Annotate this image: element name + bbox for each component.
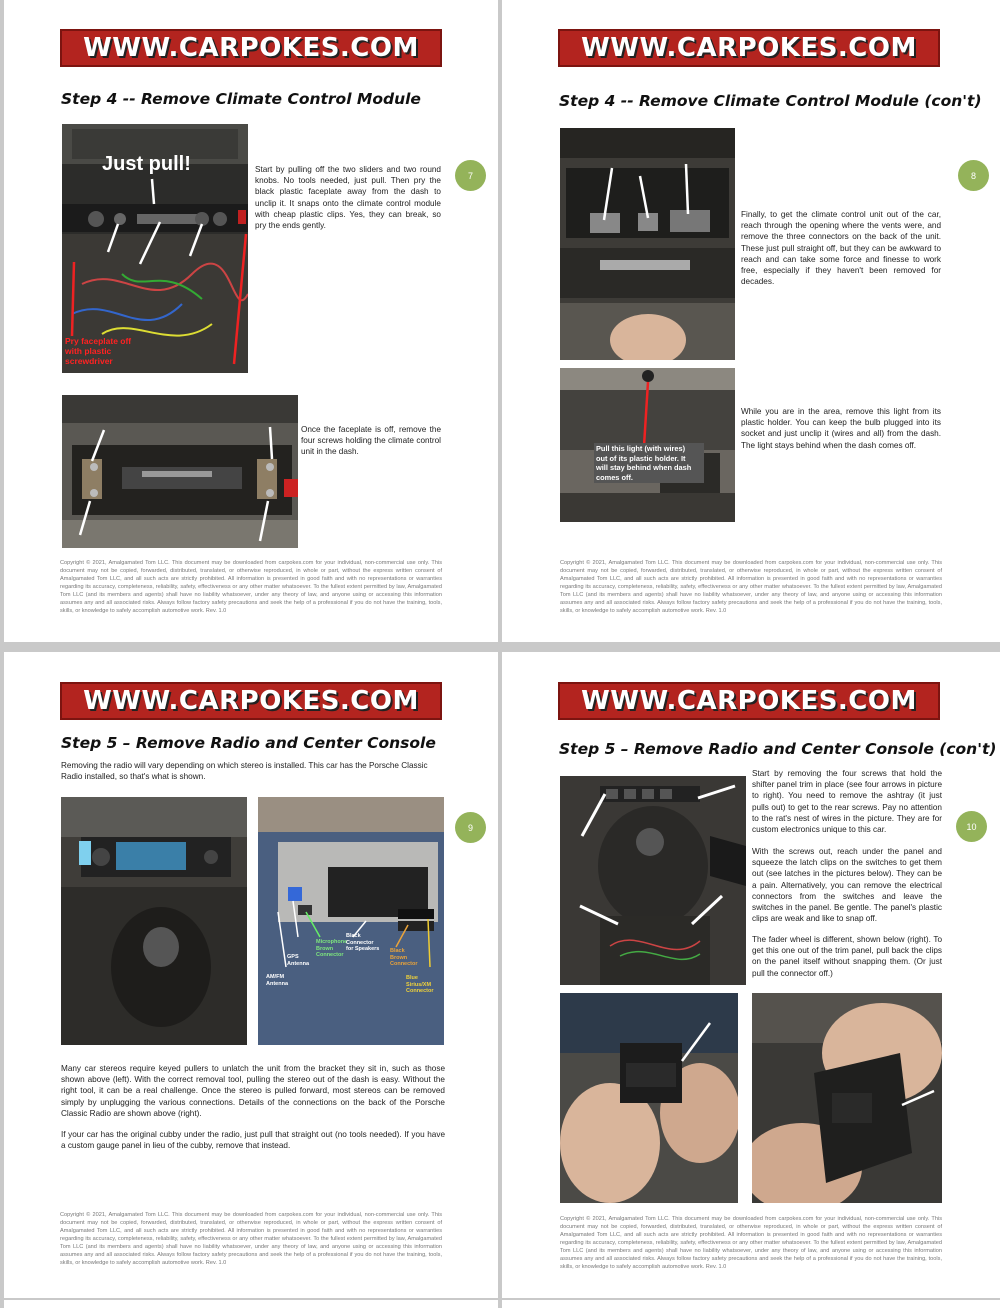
page-title: Step 4 -- Remove Climate Control Module (con't) [559, 92, 982, 110]
just-pull-label: Just pull! [102, 153, 191, 175]
switch-latch-photo [560, 993, 738, 1203]
climate-faceplate-photo [62, 124, 248, 373]
radio-connections-photo [258, 797, 444, 1045]
paragraph: While you are in the area, remove this light from its plastic holder. You can keep the bulb plugged into its socket and just unclip it (wires and all) from the dash. The light stays behind when the dash comes off. [741, 407, 941, 450]
pry-faceplate-label: Pry faceplate off with plastic screwdriver [65, 336, 132, 366]
paragraph: Finally, to get the climate control unit out of the car, reach through the opening where the vents were, and remove the three connectors on the back of the unit. These just pull straight off, but they can be awkward to reach and can take some force and finesse to work free, especially if they haven't been removed for decades. [741, 210, 941, 287]
shifter-trim-photo [560, 776, 746, 985]
fader-wheel-photo [752, 993, 942, 1203]
page-9 [4, 652, 498, 1298]
fader-wheel-image [752, 993, 942, 1203]
gps-antenna-label: GPS Antenna [287, 954, 309, 967]
shifter-trim-image [560, 776, 746, 985]
page-number-badge: 7 [455, 160, 486, 191]
radio-connections-image [258, 797, 444, 1045]
dash-light-photo [560, 368, 735, 522]
paragraph: With the screws out, reach under the panel and squeeze the latch clips on the switches to get them out (see latches in the pictures below). They can be a pain. Alternatively, you can remove the electrical connectors from the switches and leave the switches in the panel. Be gentle. The panel's plastic clips are weak and like to snap off. [752, 847, 942, 924]
pull-light-label: Pull this light (with wires) out of its plastic holder. It will stay behind when dash comes off. [594, 443, 704, 483]
page-title: Step 5 – Remove Radio and Center Console [61, 734, 436, 752]
page-number-badge: 9 [455, 812, 486, 843]
paragraph: Start by removing the four screws that hold the shifter panel trim in place (see four arrows in picture to right). You need to remove the ashtray (it just pulls out) to get to the rear screws. Pay no attention to the rat's nest of wires in the picture. They are for custom electronics unique to this car. [752, 769, 942, 835]
paragraph: The fader wheel is different, shown below (right). To get this one out of the trim panel, pull back the clips on the panel itself without snapping them. (Or just pull the connector off.) [752, 935, 942, 978]
sirius-connector-label: Blue Sirius/XM Connector [406, 975, 434, 994]
page-number-badge: 10 [956, 811, 987, 842]
copyright-notice: Copyright © 2021, Amalgamated Tom LLC. This document may be downloaded from carpokes.com for your individual, non-commercial use only. This document may not be copied, forwarded, distributed, translated, or otherwise reproduced, in whole or part, without the express written consent of Amalgamated Tom LLC, and all such acts are strictly prohibited. All information is presented in good faith and with no representations or warranties regarding its accuracy, completeness, reliability, safety, effectiveness or any other matter whatsoever. To the fullest extent permitted by law, Amalgamated Tom LLC (and its members and agents) shall have no liability whatsoever, under any theory of law, and anyone using or accessing this information assumes any and all associated risks. Always follow factory safety precautions and seek the help of a professional if you do not have the training, tools, skills, or knowledge to safely accomplish automotive work. Rev. 1.0 [560, 1216, 942, 1270]
paragraph: Many car stereos require keyed pullers to unlatch the unit from the bracket they sit in, such as those shown above (left). With the correct removal tool, pulling the stereo out of the dash is easy. Without the right tool, it can be a real challenge. Once the stereo is pulled forward, most stereos can be removed simply by unplugging the various connections. Details of the connections on the back of the Porsche Classic Radio are shown above (right). [61, 1064, 445, 1118]
paragraph: Once the faceplate is off, remove the four screws holding the climate control unit in the dash. [301, 425, 441, 457]
intro-paragraph: Removing the radio will vary depending on which stereo is installed. This car has the Porsche Classic Radio installed, so that's what is shown. [61, 761, 428, 782]
climate-screws-photo [62, 395, 298, 548]
climate-connectors-photo [560, 128, 735, 360]
amfm-antenna-label: AM/FM Antenna [266, 974, 288, 987]
carpokes-banner[interactable]: WWW.CARPOKES.COM [558, 682, 940, 720]
page-7 [4, 0, 498, 642]
next-page-edge-right [502, 1300, 1000, 1308]
classic-radio-dash-photo [61, 797, 247, 1045]
copyright-notice: Copyright © 2021, Amalgamated Tom LLC. This document may be downloaded from carpokes.com for your individual, non-commercial use only. This document may not be copied, forwarded, distributed, translated, or otherwise reproduced, in whole or part, without the express written consent of Amalgamated Tom LLC, and all such acts are strictly prohibited. All information is presented in good faith and with no representations or warranties regarding its accuracy, completeness, reliability, safety, effectiveness or any other matter whatsoever. To the fullest extent permitted by law, Amalgamated Tom LLC (and its members and agents) shall have no liability whatsoever, under any theory of law, and anyone using or accessing this information assumes any and all associated risks. Always follow factory safety precautions and seek the help of a professional if you do not have the training, tools, skills, or knowledge to safely accomplish automotive work. Rev. 1.0 [60, 1212, 442, 1266]
page-title: Step 4 -- Remove Climate Control Module [61, 90, 421, 108]
classic-radio-dash-image [61, 797, 247, 1045]
page-title: Step 5 – Remove Radio and Center Console (con't) [559, 740, 997, 758]
climate-screws-image [62, 395, 298, 548]
black-brown-connector-label: Black Brown Connector [390, 948, 418, 967]
copyright-notice: Copyright © 2021, Amalgamated Tom LLC. This document may be downloaded from carpokes.com for your individual, non-commercial use only. This document may not be copied, forwarded, distributed, translated, or otherwise reproduced, in whole or part, without the express written consent of Amalgamated Tom LLC, and all such acts are strictly prohibited. All information is presented in good faith and with no representations or warranties regarding its accuracy, completeness, reliability, safety, effectiveness or any other matter whatsoever. To the fullest extent permitted by law, Amalgamated Tom LLC (and its members and agents) shall have no liability whatsoever, under any theory of law, and anyone using or accessing this information assumes any and all associated risks. Always follow factory safety precautions and seek the help of a professional if you do not have the training, tools, skills, or knowledge to safely accomplish automotive work. Rev. 1.0 [560, 560, 942, 614]
carpokes-banner[interactable]: WWW.CARPOKES.COM [60, 29, 442, 67]
speaker-connector-label: Black Connector for Speakers [346, 933, 380, 952]
next-page-edge-left [4, 1300, 498, 1308]
carpokes-banner[interactable]: WWW.CARPOKES.COM [60, 682, 442, 720]
paragraph: If your car has the original cubby under the radio, just pull that straight out (no tools needed). If you have a custom gauge panel in lieu of the cubby, remove that instead. [61, 1130, 445, 1151]
microphone-connector-label: Microphone Brown Connector [316, 939, 348, 958]
climate-connectors-image [560, 128, 735, 360]
page-number-badge: 8 [958, 160, 989, 191]
paragraph: Start by pulling off the two sliders and two round knobs. No tools needed, just pull. Then pry the black plastic faceplate away from the dash to unclip it. It snaps onto the climate control module with cheap plastic clips. Yes, they can break, so pry the ends gently. [255, 165, 441, 231]
page-8 [502, 0, 1000, 642]
carpokes-banner[interactable]: WWW.CARPOKES.COM [558, 29, 940, 67]
copyright-notice: Copyright © 2021, Amalgamated Tom LLC. This document may be downloaded from carpokes.com for your individual, non-commercial use only. This document may not be copied, forwarded, distributed, translated, or otherwise reproduced, in whole or part, without the express written consent of Amalgamated Tom LLC, and all such acts are strictly prohibited. All information is presented in good faith and with no representations or warranties regarding its accuracy, completeness, reliability, safety, effectiveness or any other matter whatsoever. To the fullest extent permitted by law, Amalgamated Tom LLC (and its members and agents) shall have no liability whatsoever, under any theory of law, and anyone using or accessing this information assumes any and all associated risks. Always follow factory safety precautions and seek the help of a professional if you do not have the training, tools, skills, or knowledge to safely accomplish automotive work. Rev. 1.0 [60, 560, 442, 614]
page-10 [502, 652, 1000, 1298]
switch-latch-image [560, 993, 738, 1203]
